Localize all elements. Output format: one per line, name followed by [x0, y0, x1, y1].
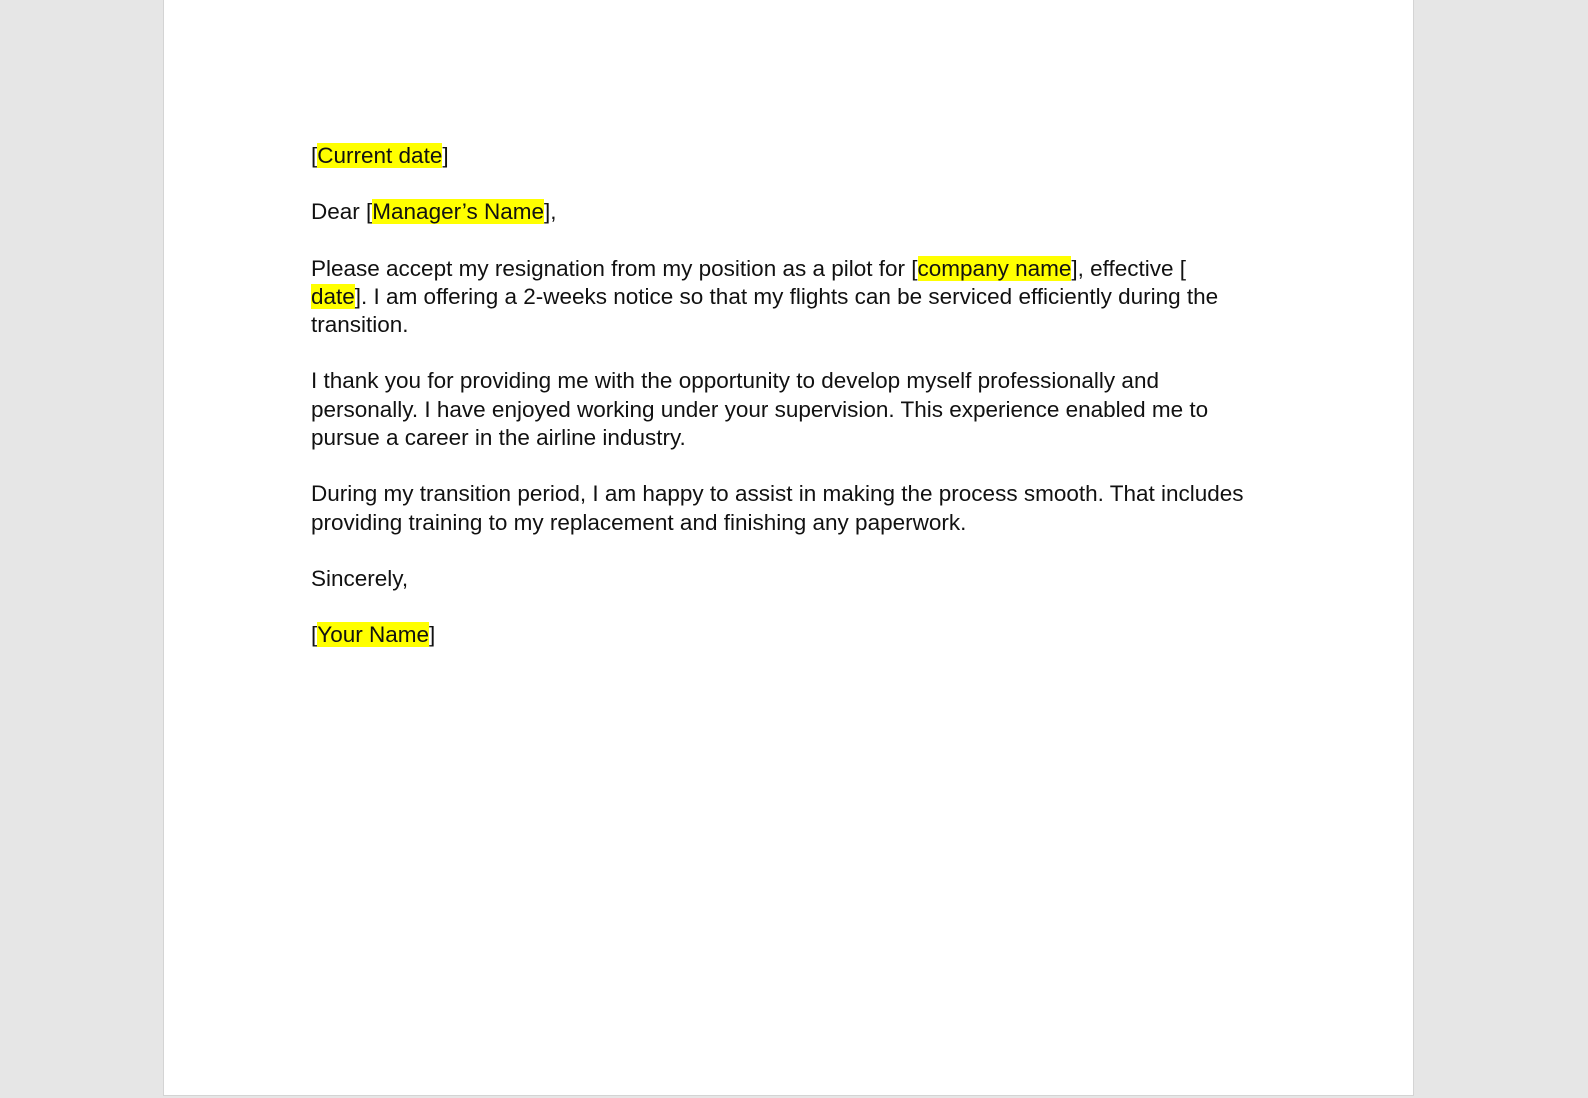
- transition-paragraph: During my transition period, I am happy to assist in making the process smooth. That includes providing training to my replacement and finishing any paperwork.: [311, 481, 1244, 535]
- bracket-close: ]: [442, 143, 449, 168]
- para1-text-1: Please accept my resignation from my position as a pilot for [: [311, 255, 918, 281]
- manager-name-placeholder: Manager’s Name: [372, 199, 545, 225]
- signature-line: [311, 621, 1271, 649]
- letter-body[interactable]: [311, 142, 1271, 678]
- bracket-open: [: [311, 143, 318, 168]
- salutation-suffix: ],: [544, 199, 557, 225]
- resignation-paragraph: [311, 255, 1271, 340]
- bracket-close: ]: [429, 622, 436, 648]
- current-date-placeholder: Current date: [317, 143, 443, 168]
- salutation-prefix: Dear [: [311, 199, 373, 225]
- thanks-paragraph: I thank you for providing me with the opportunity to develop myself professionally and personally. I have enjoyed working under your supervision. This experience enabled me to pursue a career in the airline industry.: [311, 368, 1209, 451]
- document-page[interactable]: [163, 0, 1414, 1096]
- para1-text-3: ]. I am offering a 2-weeks notice so that my flights can be serviced efficiently during the transition.: [311, 283, 1219, 338]
- your-name-placeholder: Your Name: [317, 622, 429, 648]
- effective-date-placeholder: date: [311, 283, 355, 309]
- para1-text-2: ], effective [: [1071, 255, 1187, 281]
- bracket-open: [: [311, 622, 318, 648]
- salutation: [311, 198, 1271, 226]
- company-name-placeholder: company name: [917, 255, 1072, 281]
- closing: Sincerely,: [311, 565, 409, 591]
- date-line: [311, 142, 1271, 170]
